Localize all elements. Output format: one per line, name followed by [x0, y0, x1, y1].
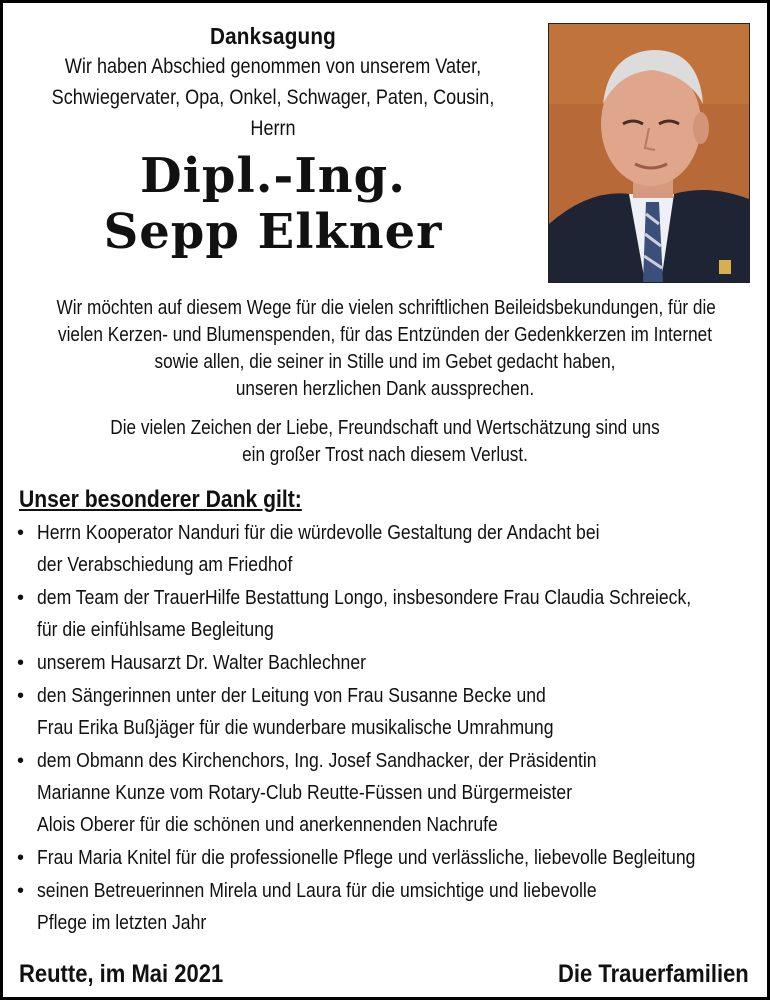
list-item-line: Herrn Kooperator Nanduri für die würdevolle Gestaltung der Andacht bei [37, 522, 600, 544]
bullet-icon: • [17, 587, 25, 609]
list-item-line: dem Team der TrauerHilfe Bestattung Longo, insbesondere Frau Claudia Schreieck, [37, 587, 692, 609]
list-item-line: dem Obmann des Kirchenchors, Ing. Josef Sandhacker, der Präsidentin [37, 750, 597, 772]
intro-line: Schwiegervater, Opa, Onkel, Schwager, Paten, Cousin, [51, 86, 495, 109]
list-item [17, 680, 765, 744]
header [13, 21, 533, 260]
intro-line: Herrn [250, 117, 296, 140]
comfort-line: Die vielen Zeichen der Liebe, Freundschaft und Wertschätzung sind uns [110, 417, 660, 439]
bullet-icon: • [17, 880, 25, 902]
heading: Danksagung [209, 23, 337, 49]
list-item-line: für die einfühlsame Begleitung [37, 619, 274, 641]
intro-line: Wir haben Abschied genommen von unserem Vater, [64, 55, 482, 78]
list-item-line: Pflege im letzten Jahr [37, 912, 207, 934]
list-item [17, 842, 765, 874]
list-item-line: Alois Oberer für die schönen und anerkennenden Nachrufe [37, 814, 498, 836]
bullet-icon: • [17, 522, 25, 544]
comfort-line: ein großer Trost nach diesem Verlust. [242, 444, 528, 466]
deceased-name: Sepp Elkner [103, 204, 443, 260]
list-item [17, 745, 765, 841]
thanks-line: vielen Kerzen- und Blumenspenden, für das Entzünden der Gedenkkerzen im Internet [57, 324, 713, 346]
list-item-line: seinen Betreuerinnen Mirela und Laura für die umsichtige und liebevolle [37, 880, 597, 902]
special-thanks-list [17, 517, 765, 940]
special-thanks-title: Unser besonderer Dank gilt: [19, 486, 302, 513]
list-item [17, 517, 765, 581]
thanks-text [3, 295, 767, 469]
list-item-line: Frau Erika Bußjäger für die wunderbare musikalische Umrahmung [37, 717, 554, 739]
list-item [17, 647, 765, 679]
thanks-line: Wir möchten auf diesem Wege für die vielen schriftlichen Beileidsbekundungen, für die [56, 297, 716, 319]
list-item-line: der Verabschiedung am Friedhof [37, 554, 293, 576]
deceased-title: Dipl.-Ing. [140, 148, 406, 204]
list-item-line: Frau Maria Knitel für die professionelle Pflege und verlässliche, liebevolle Begleitung [37, 847, 696, 869]
place-date: Reutte, im Mai 2021 [19, 960, 224, 988]
portrait-photo [548, 23, 750, 283]
bullet-icon: • [17, 685, 25, 707]
bullet-icon: • [17, 847, 25, 869]
list-item-line: Marianne Kunze vom Rotary-Club Reutte-Füssen und Bürgermeister [37, 782, 573, 804]
list-item [17, 582, 765, 646]
list-item-line: unserem Hausarzt Dr. Walter Bachlechner [37, 652, 366, 674]
list-item [17, 875, 765, 939]
portrait-icon [549, 24, 749, 282]
bullet-icon: • [17, 750, 25, 772]
thanks-line: sowie allen, die seiner in Stille und im Gebet gedacht haben, [154, 351, 616, 373]
signature: Die Trauerfamilien [558, 960, 749, 988]
bullet-icon: • [17, 652, 25, 674]
list-item-line: den Sängerinnen unter der Leitung von Frau Susanne Becke und [37, 685, 546, 707]
thanks-line: unseren herzlichen Dank aussprechen. [235, 378, 535, 400]
